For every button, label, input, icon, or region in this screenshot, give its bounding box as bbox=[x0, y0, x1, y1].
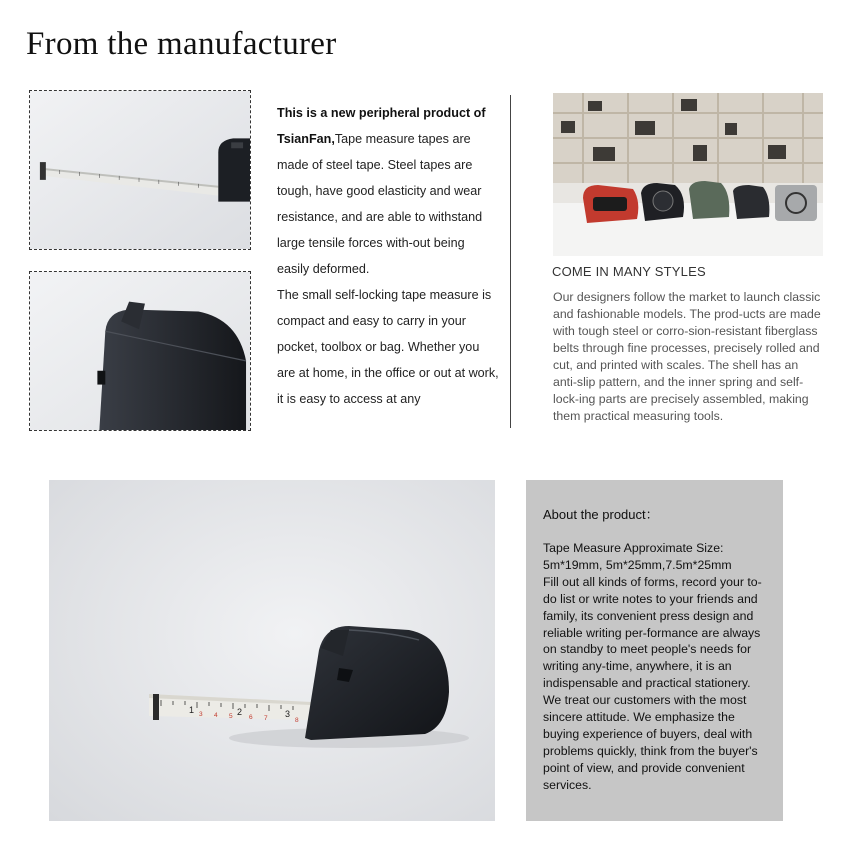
tape-scale-number-1: 1 bbox=[189, 705, 195, 715]
tape-minor-3: 3 bbox=[199, 711, 203, 718]
intro-lead: This is a new peripheral product of TsianFan, bbox=[277, 106, 486, 146]
product-intro-text bbox=[277, 100, 499, 412]
tape-minor-5: 5 bbox=[229, 713, 233, 720]
tape-scale-number-2: 2 bbox=[237, 707, 243, 717]
intro-paragraph-1: Tape measure tapes are made of steel tape. Steel tapes are tough, have good elasticity and wear resistance, and are able to withstand large tensile forces with-out being easily deformed. bbox=[277, 132, 483, 276]
about-heading: About the product： bbox=[543, 507, 659, 522]
tape-minor-6: 6 bbox=[249, 714, 253, 721]
size-values: 5m*19mm, 5m*25mm,7.5m*25mm bbox=[543, 557, 732, 572]
about-product-panel bbox=[526, 480, 783, 821]
about-body bbox=[543, 540, 771, 794]
page-title: From the manufacturer bbox=[26, 26, 337, 62]
about-paragraph-2: We treat our customers with the most sincere attitude. We emphasize the buying experience of buyers, deal with problems quickly, think from the buyer's point of view, and provide convenient services. bbox=[543, 693, 758, 792]
tape-minor-4: 4 bbox=[214, 712, 218, 719]
tape-measure-extended-image bbox=[29, 90, 251, 250]
tape-minor-7: 7 bbox=[264, 715, 268, 722]
many-styles-image bbox=[553, 93, 823, 256]
styles-heading: COME IN MANY STYLES bbox=[552, 264, 706, 279]
tape-minor-8: 8 bbox=[295, 717, 299, 724]
tape-measure-closeup-image bbox=[29, 271, 251, 431]
tape-scale-number-3: 3 bbox=[285, 709, 291, 719]
about-paragraph-1: Fill out all kinds of forms, record your to-do list or write notes to your friends and family, its convenient press design and reliable writing per-formance are always on standby to meet people's needs for writing any-time, anywhere, it is an indispensable and practical stationery. bbox=[543, 574, 762, 691]
styles-description: Our designers follow the market to launch classic and fashionable models. The prod-ucts are made with tough steel or corro-sion-resistant fiberglass belts through fine processes, precisely rolled and cut, and printed with scales. The shell has an anti-slip pattern, and the inner spring and self-lock-ing parts are precisely assembled, making them practical measuring tools. bbox=[553, 290, 821, 423]
tape-measure-product-image bbox=[49, 480, 495, 821]
column-divider bbox=[510, 95, 511, 428]
size-label: Tape Measure Approximate Size: bbox=[543, 541, 724, 555]
intro-paragraph-2: The small self-locking tape measure is compact and easy to carry in your pocket, toolbox or bag. Whether you are at home, in the office or out at work, it is easy to access at any bbox=[277, 288, 499, 406]
